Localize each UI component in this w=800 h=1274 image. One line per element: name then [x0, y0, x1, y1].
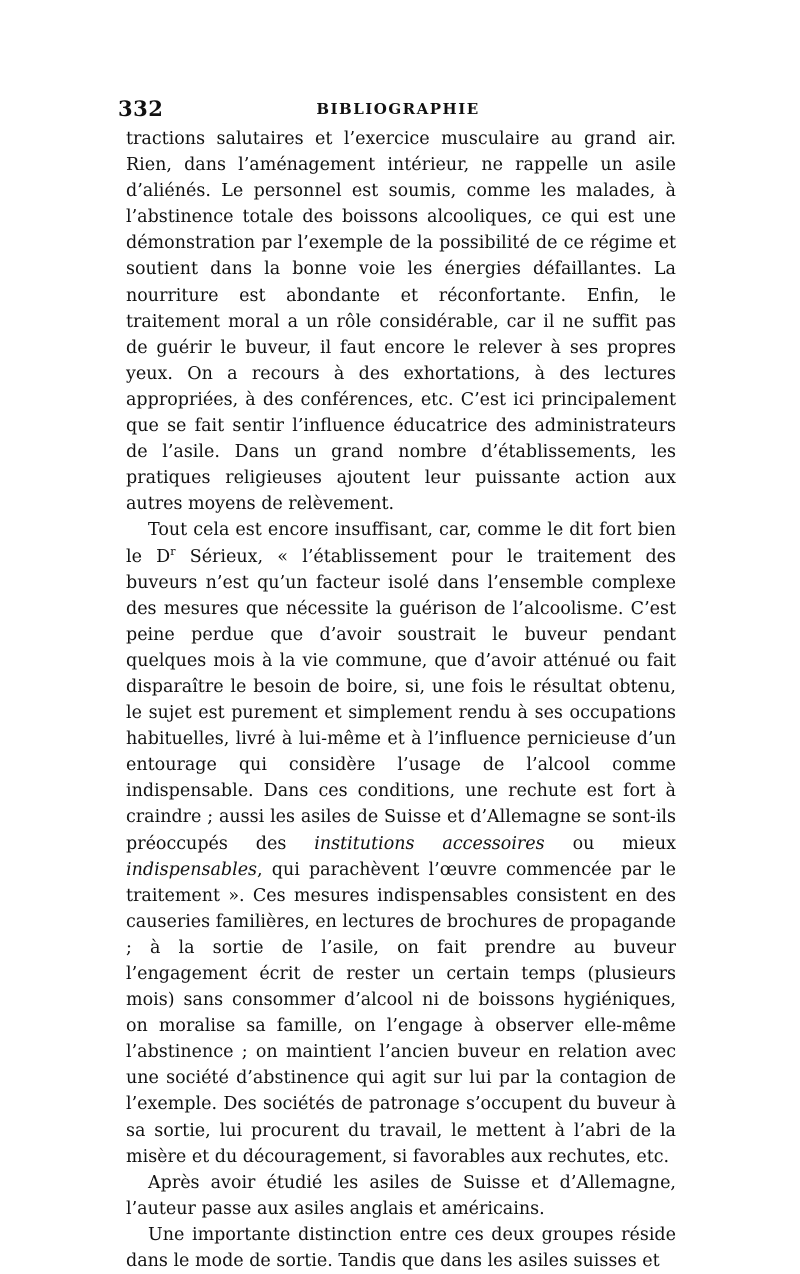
- italic-term-indispensables: indispensables: [126, 859, 258, 880]
- paragraph-3: Après avoir étudié les asiles de Suisse et d’Allemagne, l’auteur passe aux asiles anglais et américains.: [126, 1172, 676, 1219]
- paragraph-2-part-2: Sérieux, « l’établissement pour le traitement des buveurs n’est qu’un facteur isolé dans l’ensemble complexe des mesures que nécessite la guérison de l’alcoolisme. C’est peine perdue que d’avoir soustrait le buveur pendant quelques mois à la vie commune, que d’avoir atténué ou fait disparaître le besoin de boire, si, une fois le résultat obtenu, le sujet est purement et simplement rendu à ses occupations habituelles, livré à lui-même et à l’influence pernicieuse d’un entourage qui considère l’usage de l’alcool comme indispensable. Dans ces conditions, une rechute est fort à craindre ; aussi les asiles de Suisse et d’Allemagne se sont-ils préoccupés des: [126, 546, 677, 854]
- paragraph-2-part-1: Tout cela est encore insuffisant, car, comme le dit fort bien le D: [126, 520, 676, 567]
- body-text: [126, 126, 676, 1274]
- paragraph-2: [126, 517, 676, 1169]
- page-header: [118, 96, 678, 126]
- paragraph-2-part-4: , qui parachèvent l’œuvre commencée par le traitement ». Ces mesures indispensables consistent en des causeries familières, en lectures de brochures de propagande ; à la sortie de l’asile, on fait prendre au buveur l’engagement écrit de rester un certain temps (plusieurs mois) sans consommer d’alcool ni de boissons hygiéniques, on moralise sa famille, on l’engage à observer elle-même l’abstinence ; on maintient l’ancien buveur en relation avec une société d’abstinence qui agit sur lui par la contagion de l’exemple. Des sociétés de patronage s’occupent du buveur à sa sortie, lui procurent du travail, le mettent à l’abri de la misère et du découragement, si favorables aux rechutes, etc.: [126, 859, 676, 1167]
- doctor-superscript: r: [170, 544, 176, 558]
- italic-term-institutions: institutions accessoires: [314, 833, 545, 854]
- paragraph-1: tractions salutaires et l’exercice musculaire au grand air. Rien, dans l’aménagement intérieur, ne rappelle un asile d’aliénés. Le personnel est soumis, comme les malades, à l’abstinence totale des boissons alcooliques, ce qui est une démonstration par l’exemple de la possibilité de ce régime et soutient dans la bonne voie les énergies défaillantes. La nourriture est abondante et réconfortante. Enfin, le traitement moral a un rôle considérable, car il ne suffit pas de guérir le buveur, il faut encore le relever à ses propres yeux. On a recours à des exhortations, à des lectures appropriées, à des conférences, etc. C’est ici principalement que se fait sentir l’influence éducatrice des administrateurs de l’asile. Dans un grand nombre d’établissements, les pratiques religieuses ajoutent leur puissante action aux autres moyens de relèvement.: [126, 129, 676, 515]
- paragraph-2-part-3: ou mieux: [544, 833, 676, 854]
- page-number: 332: [118, 96, 164, 121]
- running-head: BIBLIOGRAPHIE: [316, 100, 480, 118]
- paragraph-4: Une importante distinction entre ces deux groupes réside dans le mode de sortie. Tandis que dans les asiles suisses et: [126, 1224, 676, 1272]
